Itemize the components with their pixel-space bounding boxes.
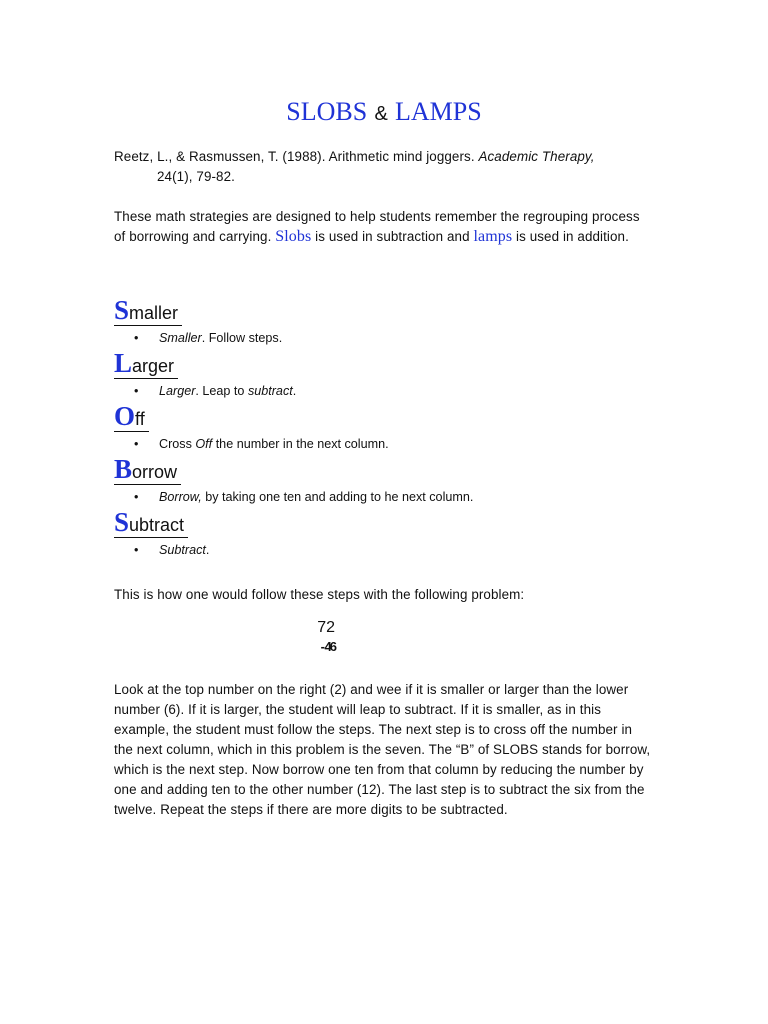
bullet-text-2: . xyxy=(292,384,297,398)
step-larger xyxy=(114,348,297,398)
step-bullet xyxy=(134,542,209,558)
title-ampersand: & xyxy=(374,103,388,125)
step-heading xyxy=(114,401,149,432)
step-borrow xyxy=(114,454,474,504)
step-bullet xyxy=(134,489,473,505)
bullet-text: . Leap to xyxy=(195,384,245,398)
intro-slobs: Slobs xyxy=(275,228,312,245)
step-letter: L xyxy=(114,348,133,378)
problem-top-number: 72 xyxy=(317,619,335,636)
step-heading-rest: ff xyxy=(135,409,145,429)
bullet-dot: • xyxy=(134,490,139,504)
title-slobs: SLOBS xyxy=(286,97,368,126)
step-letter: S xyxy=(114,507,130,537)
bullet-dot: • xyxy=(134,331,139,345)
bullet-italic: Smaller xyxy=(159,331,202,345)
intro-text-1: These math strategies are designed to help students remember the regrouping process of borrowing and carrying. xyxy=(114,209,640,244)
step-off xyxy=(114,401,389,451)
explanation-paragraph: Look at the top number on the right (2) and wee if it is smaller or larger than the lower number (6). If it is larger, the student will leap to subtract. If it is smaller, as in this example, the student must follow the steps. The next step is to cross off the number in the next column, which in this problem is the seven. The “B” of SLOBS stands for borrow, which is the next step. Now borrow one ten from that column by reducing the number by one and adding ten to the other number (12). The last step is to subtract the six from the twelve. Repeat the steps if there are more digits to be subtracted. xyxy=(114,682,651,817)
intro-text-2: is used in subtraction and xyxy=(315,229,470,244)
bullet-italic: Subtract xyxy=(159,543,206,557)
step-heading-rest: maller xyxy=(129,303,179,323)
citation-volume: 24(1), 79-82. xyxy=(157,169,235,184)
step-heading xyxy=(114,295,182,326)
intro-paragraph xyxy=(114,207,654,247)
bullet-text-2: the number in the next column. xyxy=(215,437,389,451)
intro-text-3: is used in addition. xyxy=(516,229,629,244)
intro-lamps: lamps xyxy=(473,228,513,245)
step-heading xyxy=(114,507,188,538)
step-heading-rest: ubtract xyxy=(129,515,185,535)
bullet-text: Cross xyxy=(159,437,192,451)
step-letter: O xyxy=(114,401,136,431)
bullet-dot: • xyxy=(134,543,139,557)
step-heading xyxy=(114,348,178,379)
bullet-text: . Follow steps. xyxy=(201,331,283,345)
step-heading-rest: orrow xyxy=(132,462,178,482)
bullet-italic-2: subtract xyxy=(247,384,293,398)
bullet-italic-2: Off xyxy=(195,437,213,451)
step-bullet xyxy=(134,330,282,346)
bullet-italic: Borrow, xyxy=(159,490,202,504)
problem-bottom-number: - 46 xyxy=(320,639,335,654)
problem-intro: This is how one would follow these steps with the following problem: xyxy=(114,587,525,602)
bullet-text: by taking one ten and adding to he next column. xyxy=(205,490,474,504)
title-lamps: LAMPS xyxy=(395,97,482,126)
bullet-dot: • xyxy=(134,437,139,451)
step-smaller xyxy=(114,295,283,345)
step-heading xyxy=(114,454,181,485)
page-title xyxy=(0,94,768,131)
step-subtract xyxy=(114,507,210,557)
step-heading-rest: arger xyxy=(132,356,175,376)
step-bullet xyxy=(134,383,296,399)
bullet-dot: • xyxy=(134,384,139,398)
bullet-text: . xyxy=(205,543,210,557)
step-letter: B xyxy=(114,454,133,484)
step-bullet xyxy=(134,436,389,452)
step-letter: S xyxy=(114,295,130,325)
citation-journal: Academic Therapy, xyxy=(478,149,595,164)
subtraction-problem xyxy=(295,618,335,656)
bullet-italic: Larger xyxy=(159,384,196,398)
citation-authors: Reetz, L., & Rasmussen, T. (1988). Arithmetic mind joggers. xyxy=(114,149,475,164)
citation xyxy=(114,147,654,187)
